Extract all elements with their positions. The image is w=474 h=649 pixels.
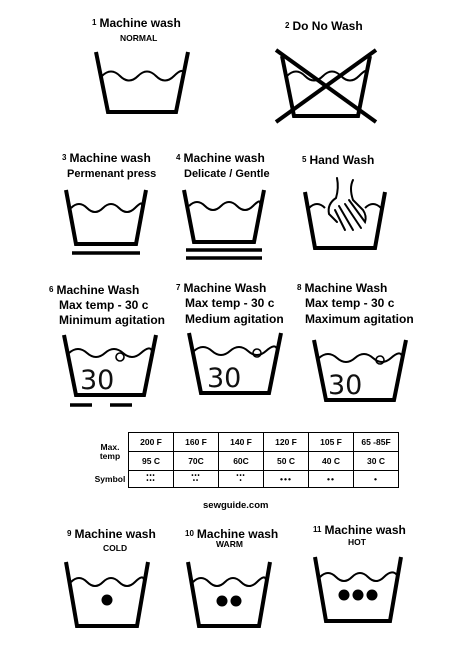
label-11: 11 Machine wash [313, 523, 406, 537]
row-label-symbol: Symbol [94, 473, 126, 484]
source-credit: sewguide.com [203, 500, 269, 511]
machine-wash-normal-icon [94, 50, 190, 114]
machine-wash-warm-icon [186, 560, 274, 632]
fahrenheit-cell: 65 -85F [354, 433, 399, 452]
sublabel-4: Delicate / Gentle [184, 168, 270, 180]
celsius-cell: 95 C [129, 452, 174, 471]
label-2: 2 Do No Wash [285, 19, 363, 33]
celsius-cell: 50 C [264, 452, 309, 471]
do-not-wash-icon [272, 46, 380, 124]
line3-6: Minimum agitation [59, 313, 165, 327]
sublabel-11: HOT [348, 537, 366, 547]
label-3: 3 Machine wash [62, 151, 151, 165]
temperature-table [92, 432, 399, 488]
celsius-cell: 60C [219, 452, 264, 471]
machine-wash-hot-icon [313, 555, 405, 627]
sublabel-3: Permenant press [67, 168, 157, 180]
machine-wash-delicate-icon [182, 188, 266, 264]
fahrenheit-cell: 200 F [129, 433, 174, 452]
sublabel-1: NORMAL [120, 33, 158, 43]
dot-symbol-cell: • [354, 471, 399, 488]
line2-7: Max temp - 30 c [185, 296, 275, 310]
celsius-cell: 70C [174, 452, 219, 471]
machine-wash-30-maximum-icon [312, 338, 408, 410]
label-10: 10 Machine wash [185, 527, 279, 541]
sublabel-9: COLD [103, 543, 128, 553]
label-6: 6 Machine Wash [49, 283, 140, 297]
sublabel-10: WARM [216, 539, 243, 549]
temp-digits-6: 30 [80, 365, 115, 396]
line3-8: Maximum agitation [305, 312, 414, 326]
dot-symbol-cell: ••• [264, 471, 309, 488]
machine-wash-30-medium-icon [187, 331, 283, 403]
dot-symbol-cell: ••• • [219, 471, 264, 488]
celsius-cell: 30 C [354, 452, 399, 471]
fahrenheit-cell: 105 F [309, 433, 354, 452]
hand-wash-icon [303, 176, 387, 252]
temp-digits-8: 30 [328, 370, 363, 401]
label-5: 5 Hand Wash [302, 153, 375, 167]
dot-symbol-cell: •• [309, 471, 354, 488]
dot-symbol-cell: ••• •• [174, 471, 219, 488]
fahrenheit-cell: 140 F [219, 433, 264, 452]
label-9: 9 Machine wash [67, 527, 156, 541]
temp-digits-7: 30 [207, 363, 242, 394]
label-7: 7 Machine Wash [176, 281, 267, 295]
row-label-max-temp: Max. temp [99, 442, 121, 461]
celsius-cell: 40 C [309, 452, 354, 471]
label-8: 8 Machine Wash [297, 281, 388, 295]
line3-7: Medium agitation [185, 312, 284, 326]
line2-8: Max temp - 30 c [305, 296, 395, 310]
machine-wash-30-minimum-icon [62, 333, 162, 413]
fahrenheit-cell: 120 F [264, 433, 309, 452]
dot-symbol-cell: ••• ••• [129, 471, 174, 488]
machine-wash-permanent-press-icon [64, 188, 148, 258]
fahrenheit-cell: 160 F [174, 433, 219, 452]
label-1: 1 Machine wash [92, 16, 181, 30]
label-4: 4 Machine wash [176, 151, 265, 165]
machine-wash-cold-icon [64, 560, 152, 632]
line2-6: Max temp - 30 c [59, 298, 149, 312]
